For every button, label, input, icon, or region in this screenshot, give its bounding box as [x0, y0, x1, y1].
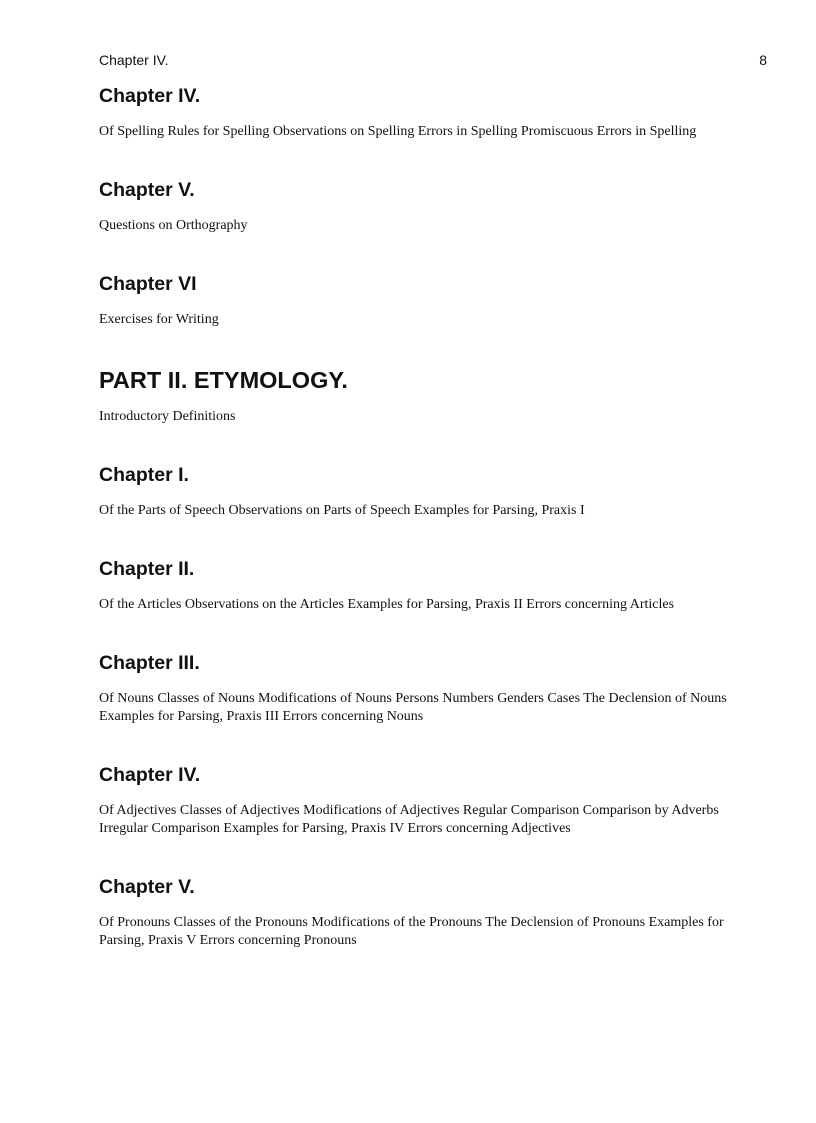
chapter-heading: Chapter V. — [99, 876, 195, 898]
chapter-section — [99, 463, 769, 520]
chapter-section — [99, 651, 769, 726]
running-header-title: Chapter IV. — [99, 52, 169, 68]
chapter-heading: Chapter I. — [99, 464, 189, 486]
chapter-contents: Of Nouns Classes of Nouns Modifications of Nouns Persons Numbers Genders Cases The Declension of Nouns Examples for Parsing, Praxis III Errors concerning Nouns — [99, 691, 727, 724]
chapter-contents: Of Pronouns Classes of the Pronouns Modifications of the Pronouns The Declension of Pronouns Examples for Parsing, Praxis V Errors concerning Pronouns — [99, 915, 724, 948]
chapter-contents: Questions on Orthography — [99, 218, 248, 233]
chapter-section — [99, 272, 769, 329]
chapter-contents: Of Adjectives Classes of Adjectives Modifications of Adjectives Regular Comparison Comparison by Adverbs Irregular Comparison Examples for Parsing, Praxis IV Errors concerning Adjectives — [99, 803, 719, 836]
chapter-contents: Of the Articles Observations on the Articles Examples for Parsing, Praxis II Errors concerning Articles — [99, 597, 675, 612]
chapter-section — [99, 84, 769, 141]
chapter-heading: Chapter VI — [99, 273, 197, 295]
part-contents: Introductory Definitions — [99, 409, 236, 424]
chapter-contents: Of Spelling Rules for Spelling Observations on Spelling Errors in Spelling Promiscuous Errors in Spelling — [99, 124, 697, 139]
document-body — [99, 84, 769, 987]
chapter-section — [99, 557, 769, 614]
chapter-heading: Chapter V. — [99, 179, 195, 201]
chapter-contents: Exercises for Writing — [99, 312, 219, 327]
chapter-contents: Of the Parts of Speech Observations on Parts of Speech Examples for Parsing, Praxis I — [99, 503, 585, 518]
page-number: 8 — [759, 52, 767, 68]
chapter-section — [99, 763, 769, 838]
chapter-heading: Chapter IV. — [99, 85, 201, 107]
chapter-heading: Chapter II. — [99, 558, 195, 580]
chapter-section — [99, 178, 769, 235]
chapter-section — [99, 875, 769, 950]
part-section — [99, 366, 769, 426]
chapter-heading: Chapter IV. — [99, 764, 201, 786]
running-header — [99, 52, 767, 72]
chapter-heading: Chapter III. — [99, 652, 200, 674]
part-heading: PART II. ETYMOLOGY. — [99, 367, 348, 393]
